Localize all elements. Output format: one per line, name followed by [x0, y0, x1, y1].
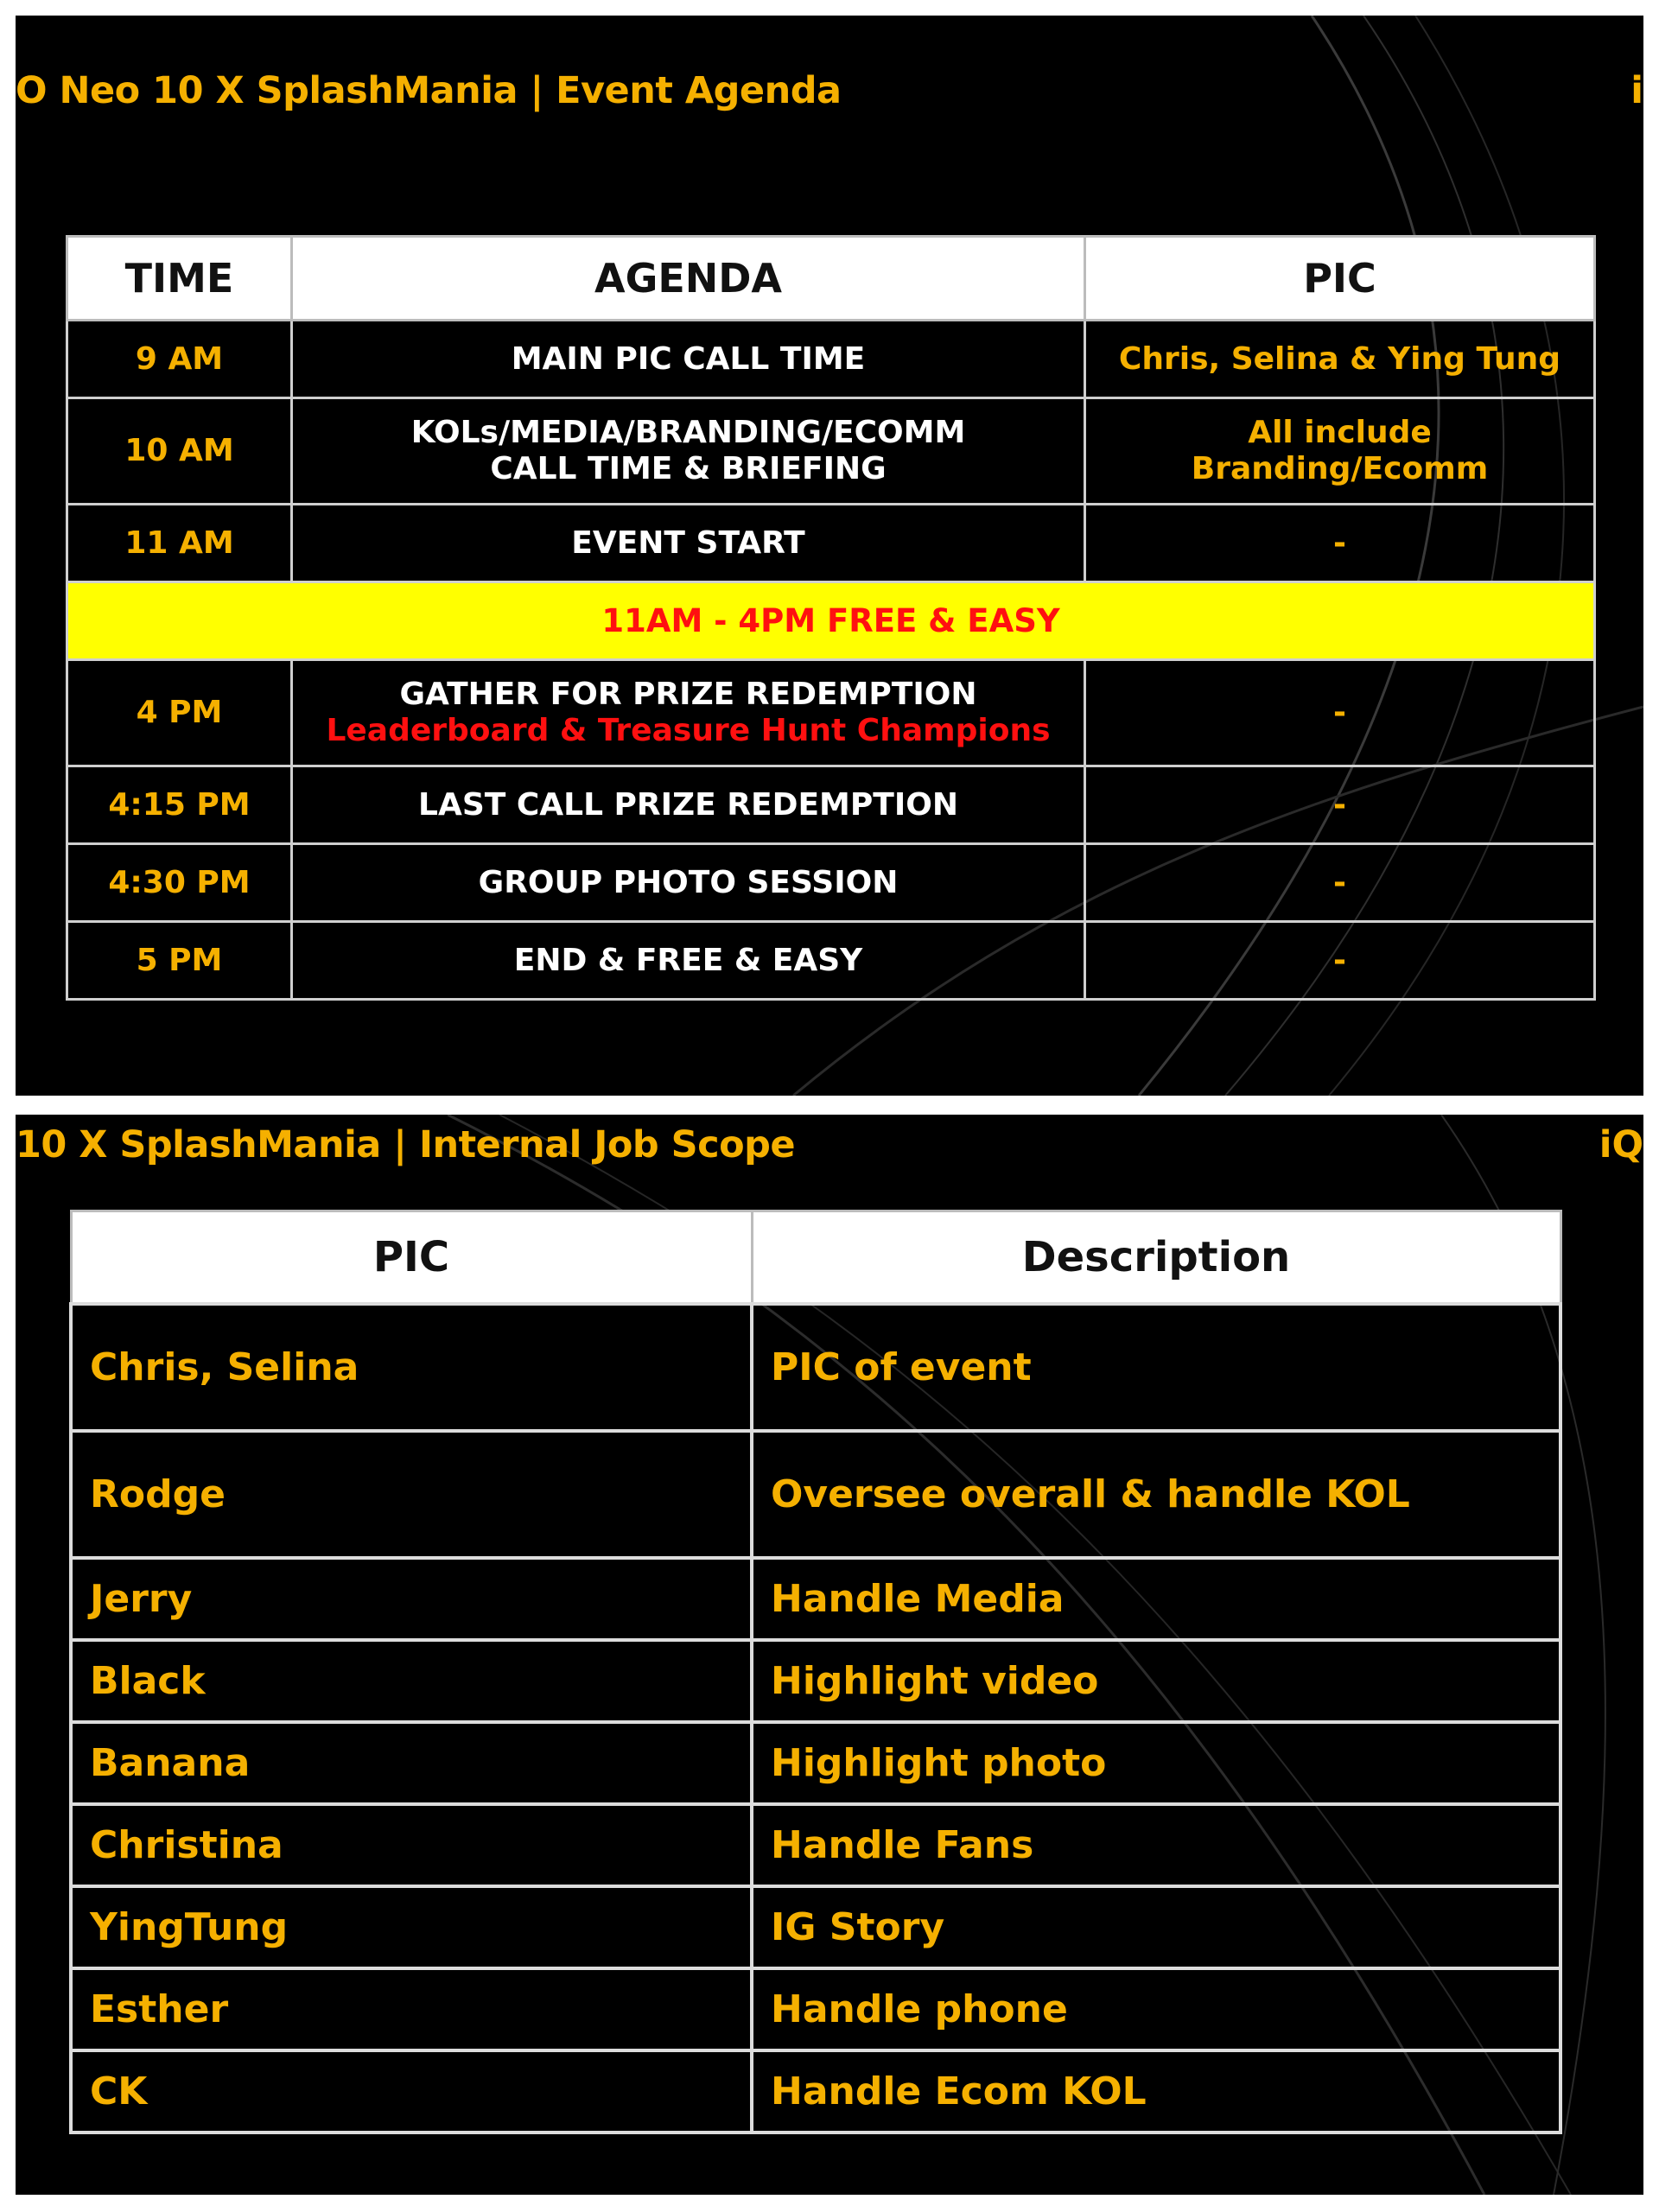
table-row [67, 660, 1595, 766]
pic-cell [1085, 398, 1595, 505]
pic-cell: CK [71, 2050, 752, 2133]
pic-cell: Chris, Selina [71, 1304, 752, 1431]
table-row [71, 1640, 1560, 1722]
header-pic: PIC [71, 1211, 752, 1305]
job-scope-table [69, 1210, 1562, 2134]
table-row [71, 1304, 1560, 1431]
agenda-line-2: CALL TIME & BRIEFING [490, 451, 887, 486]
agenda-cell: GROUP PHOTO SESSION [292, 844, 1085, 922]
header-agenda: AGENDA [292, 237, 1085, 321]
agenda-slide [16, 16, 1643, 1096]
table-row [67, 505, 1595, 582]
table-row [67, 844, 1595, 922]
job-scope-slide-title: 10 X SplashMania | Internal Job Scope [16, 1123, 796, 1166]
job-header-row [71, 1211, 1560, 1305]
table-row [71, 1968, 1560, 2050]
pic-cell: - [1085, 766, 1595, 844]
time-cell: 9 AM [67, 321, 292, 398]
time-cell: 4:30 PM [67, 844, 292, 922]
agenda-cell [292, 660, 1085, 766]
pic-cell: - [1085, 505, 1595, 582]
time-cell: 4:15 PM [67, 766, 292, 844]
description-cell: Highlight video [752, 1640, 1560, 1722]
pic-line-1: All include [1248, 415, 1432, 450]
description-cell: PIC of event [752, 1304, 1560, 1431]
pic-cell: Chris, Selina & Ying Tung [1085, 321, 1595, 398]
agenda-cell: END & FREE & EASY [292, 922, 1085, 1000]
description-cell: Handle phone [752, 1968, 1560, 2050]
pic-line-2: Branding/Ecomm [1191, 451, 1489, 486]
pic-cell: - [1085, 844, 1595, 922]
pic-cell: Jerry [71, 1558, 752, 1640]
description-cell: Handle Ecom KOL [752, 2050, 1560, 2133]
time-cell: 10 AM [67, 398, 292, 505]
table-row [67, 922, 1595, 1000]
table-row [71, 1722, 1560, 1804]
brand-logo-fragment: iQ [1599, 1123, 1643, 1166]
table-row [71, 1558, 1560, 1640]
pic-cell: - [1085, 660, 1595, 766]
highlight-row [67, 582, 1595, 660]
pic-cell: - [1085, 922, 1595, 1000]
description-cell: Handle Fans [752, 1804, 1560, 1886]
time-cell: 4 PM [67, 660, 292, 766]
header-pic: PIC [1085, 237, 1595, 321]
table-row [71, 1886, 1560, 1968]
agenda-cell: MAIN PIC CALL TIME [292, 321, 1085, 398]
table-row [67, 398, 1595, 505]
agenda-cell: LAST CALL PRIZE REDEMPTION [292, 766, 1085, 844]
agenda-header-row [67, 237, 1595, 321]
job-scope-slide [16, 1115, 1643, 2195]
header-time: TIME [67, 237, 292, 321]
agenda-line-1: GATHER FOR PRIZE REDEMPTION [399, 677, 977, 712]
table-row [71, 2050, 1560, 2133]
pic-cell: Banana [71, 1722, 752, 1804]
agenda-line-1: KOLs/MEDIA/BRANDING/ECOMM [410, 415, 966, 450]
time-cell: 5 PM [67, 922, 292, 1000]
brand-logo-fragment: i [1630, 69, 1643, 112]
time-cell: 11 AM [67, 505, 292, 582]
agenda-table [66, 235, 1596, 1001]
agenda-cell [292, 398, 1085, 505]
pic-cell: Christina [71, 1804, 752, 1886]
free-and-easy-banner: 11AM - 4PM FREE & EASY [67, 582, 1595, 660]
pic-cell: YingTung [71, 1886, 752, 1968]
pic-cell: Esther [71, 1968, 752, 2050]
table-row [67, 321, 1595, 398]
table-row [71, 1431, 1560, 1558]
header-description: Description [752, 1211, 1560, 1305]
pic-cell: Rodge [71, 1431, 752, 1558]
pic-cell: Black [71, 1640, 752, 1722]
table-row [71, 1804, 1560, 1886]
table-row [67, 766, 1595, 844]
description-cell: Highlight photo [752, 1722, 1560, 1804]
description-cell: Oversee overall & handle KOL [752, 1431, 1560, 1558]
agenda-slide-title: O Neo 10 X SplashMania | Event Agenda [16, 69, 842, 112]
description-cell: IG Story [752, 1886, 1560, 1968]
champions-note: Leaderboard & Treasure Hunt Champions [326, 713, 1051, 748]
description-cell: Handle Media [752, 1558, 1560, 1640]
agenda-cell: EVENT START [292, 505, 1085, 582]
